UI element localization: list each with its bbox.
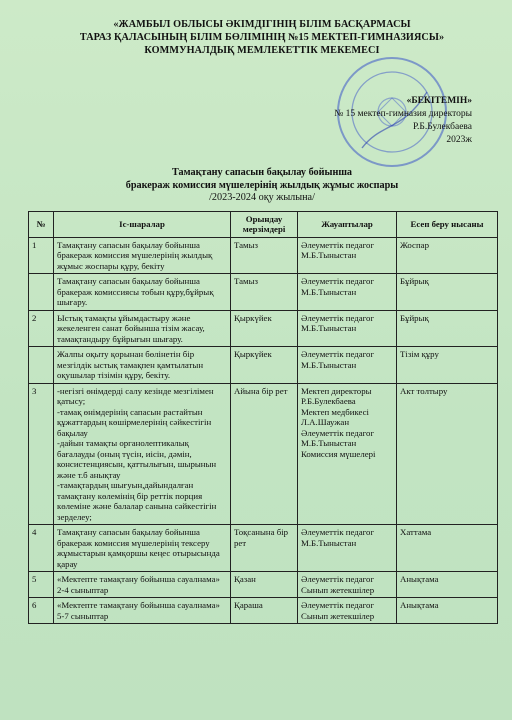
document-title — [28, 167, 496, 205]
header-date: Орындау мерзімдері — [231, 211, 298, 237]
cell-activity: Тамақтану сапасын бақылау бойынша бракераж комиссиясы тобын құру,бұйрық шығару. — [54, 274, 231, 311]
cell-date: Қыркүйек — [231, 310, 298, 347]
cell-report: Акт толтыру — [397, 383, 498, 525]
cell-no: 4 — [29, 525, 54, 572]
cell-report: Анықтама — [397, 598, 498, 624]
cell-report: Бұйрық — [397, 310, 498, 347]
plan-table — [28, 211, 498, 625]
cell-date: Тоқсанына бір рет — [231, 525, 298, 572]
cell-no — [29, 274, 54, 311]
cell-report: Тізім құру — [397, 347, 498, 384]
approval-line-1: № 15 мектеп-гимназия директоры — [334, 109, 472, 119]
table-row — [29, 598, 498, 624]
cell-date: Қыркүйек — [231, 347, 298, 384]
table-row — [29, 347, 498, 384]
document-title-line-1: Тамақтану сапасын бақылау бойынша — [171, 167, 353, 178]
document-title-line-3: /2023-2024 оқу жылына/ — [209, 192, 315, 203]
cell-responsible: Әлеуметтік педагог М.Б.Тыныстан — [298, 525, 397, 572]
cell-responsible: Әлеуметтік педагог Сынып жетекшілер — [298, 598, 397, 624]
cell-report: Хаттама — [397, 525, 498, 572]
org-header-line-3: КОММУНАЛДЫҚ МЕМЛЕКЕТТІК МЕКЕМЕСІ — [144, 45, 380, 56]
cell-activity: Тамақтану сапасын бақылау бойынша бракераж комиссия мүшелерінің жылдық жұмыс жоспары құру, бекіту — [54, 237, 231, 274]
table-row — [29, 525, 498, 572]
cell-no: 1 — [29, 237, 54, 274]
table-header-row — [29, 211, 498, 237]
approval-line-2: Р.Б.Булекбаева — [412, 122, 472, 132]
header-activity: Іс-шаралар — [54, 211, 231, 237]
cell-activity: Жалпы оқыту қорынан бөлінетін бір мезгілдік ыстық тамақпен қамтылатын оқушылар тізімін құру, бекіту. — [54, 347, 231, 384]
approval-line-3: 2023ж — [446, 135, 472, 145]
cell-responsible: Әлеуметтік педагог М.Б.Тыныстан — [298, 237, 397, 274]
cell-responsible: Әлеуметтік педагог Сынып жетекшілер — [298, 572, 397, 598]
cell-activity: «Мектепте тамақтану бойынша сауалнама» 5-7 сыныптар — [54, 598, 231, 624]
cell-responsible: Әлеуметтік педагог М.Б.Тыныстан — [298, 274, 397, 311]
org-header-line-1: «ЖАМБЫЛ ОБЛЫСЫ ӘКІМДІГІНІҢ БІЛІМ БАСҚАРМАСЫ — [113, 19, 411, 30]
cell-responsible: Әлеуметтік педагог М.Б.Тыныстан — [298, 347, 397, 384]
table-row — [29, 310, 498, 347]
cell-no: 5 — [29, 572, 54, 598]
cell-date: Тамыз — [231, 237, 298, 274]
cell-no: 6 — [29, 598, 54, 624]
cell-date: Айына бір рет — [231, 383, 298, 525]
cell-report: Анықтама — [397, 572, 498, 598]
cell-no — [29, 347, 54, 384]
cell-activity: «Мектепте тамақтану бойынша сауалнама» 2-4 сыныптар — [54, 572, 231, 598]
cell-report: Жоспар — [397, 237, 498, 274]
cell-responsible: Әлеуметтік педагог М.Б.Тыныстан — [298, 310, 397, 347]
approval-title: «БЕКІТЕМІН» — [406, 96, 472, 106]
cell-report: Бұйрық — [397, 274, 498, 311]
table-row — [29, 572, 498, 598]
header-responsible: Жауаптылар — [298, 211, 397, 237]
header-report: Есеп беру нысаны — [397, 211, 498, 237]
header-no: № — [29, 211, 54, 237]
cell-activity: Ыстық тамақты ұйымдастыру және жекеленген санат бойынша тізім жасау, тамақтандыру бұйрығын шығару. — [54, 310, 231, 347]
cell-activity: -негізгі өнімдерді салу кезінде мезгілімен қатысу; -тамақ өнімдерінің сапасын растайтын құжаттардың көшірмелерінің сәйкестігін бақылау -дайын тамақты органолептикалық бағалауды (оның түсін, иісін, дәмін, консистенциясын, қаттылығын, шырынын және т.б анықтау -тамақтардың шығуын,дайындалған тамақтану көлемінің бір реттік порция көлеміне және балалар санына сәйкестігін зерделеу; — [54, 383, 231, 525]
approval-block — [252, 95, 472, 147]
document-title-line-2: бракераж комиссия мүшелерінің жылдық жұмыс жоспары — [125, 179, 399, 191]
table-row — [29, 237, 498, 274]
cell-no: 3 — [29, 383, 54, 525]
cell-activity: Тамақтану сапасын бақылау бойынша бракераж комиссия мүшелерінің тексеру жұмыстарын қамқоршы кеңес отырысында қарау — [54, 525, 231, 572]
table-row — [29, 383, 498, 525]
cell-responsible: Мектеп директоры Р.Б.Булекбаева Мектеп медбикесі Л.А.Шаужан Әлеуметтік педагог М.Б.Тыныстан Комиссия мүшелері — [298, 383, 397, 525]
cell-date: Қазан — [231, 572, 298, 598]
table-row — [29, 274, 498, 311]
org-header-line-2: ТАРАЗ ҚАЛАСЫНЫҢ БІЛІМ БӨЛІМІНІҢ №15 МЕКТЕП-ГИМНАЗИЯСЫ» — [79, 32, 445, 43]
cell-date: Тамыз — [231, 274, 298, 311]
cell-no: 2 — [29, 310, 54, 347]
cell-date: Қараша — [231, 598, 298, 624]
